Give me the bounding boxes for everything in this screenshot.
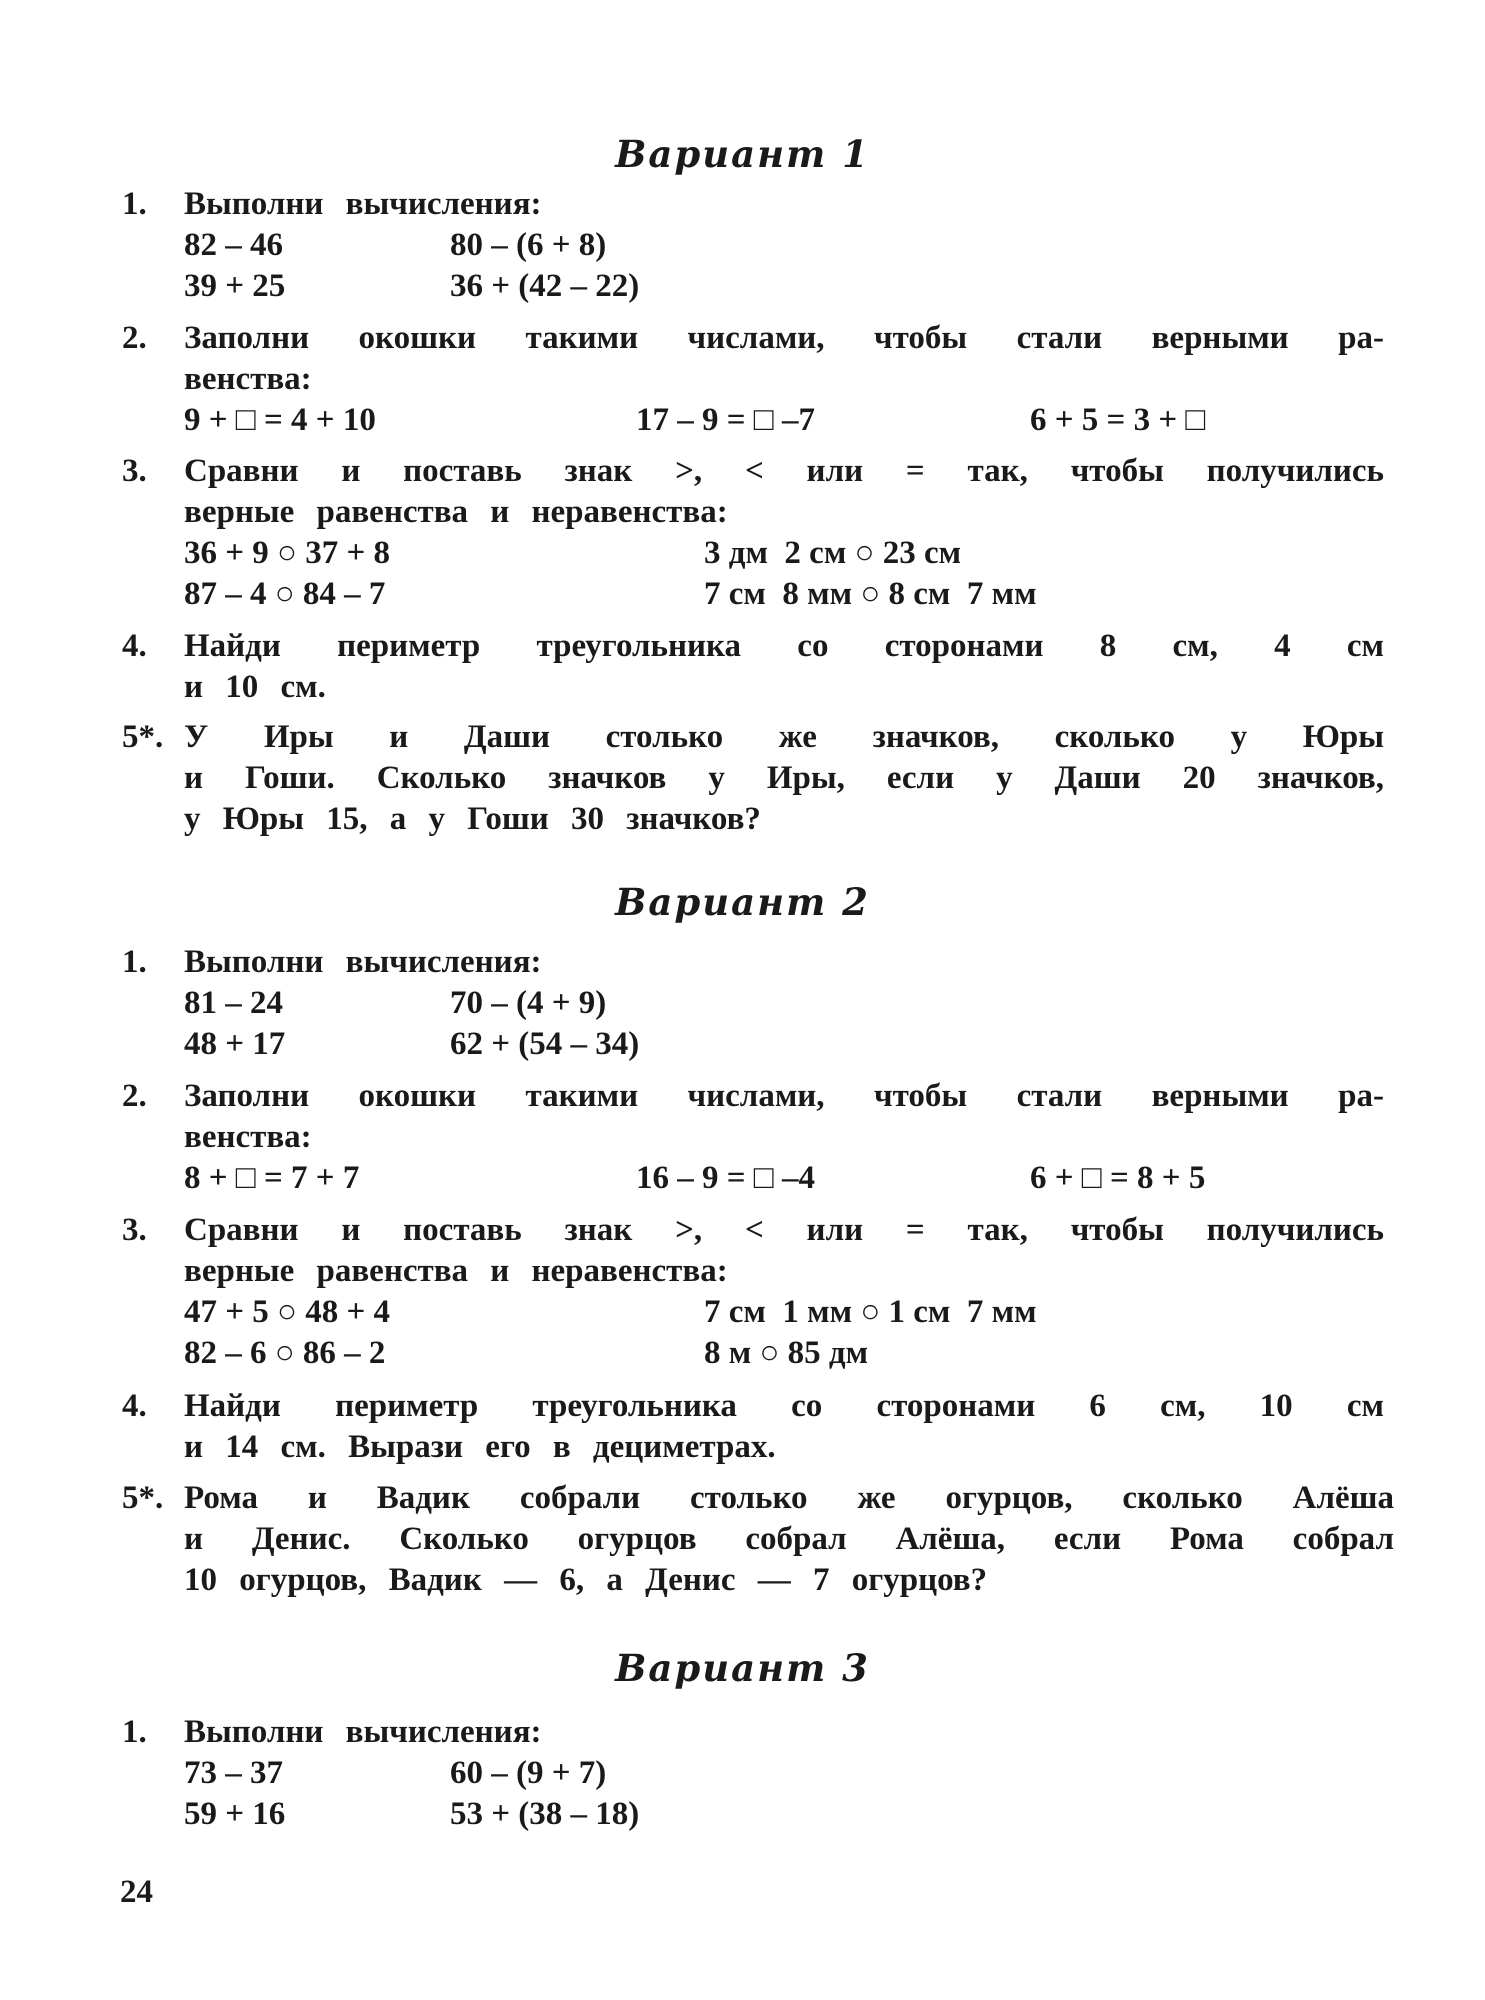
- v1-task2-number: 2.: [122, 320, 147, 356]
- v2-task5-text: и Денис. Сколько огурцов собрал Алёша, если Рома собрал: [184, 1521, 1394, 1557]
- v1-task4-text: Найди периметр треугольника со сторонами 8 см, 4 см: [184, 628, 1384, 664]
- v2-task3-text: верные равенства и неравенства:: [184, 1253, 728, 1289]
- v1-task4-text: и 10 см.: [184, 669, 326, 705]
- v3-task1-expr: 73 – 37: [184, 1755, 283, 1791]
- v2-task1-number: 1.: [122, 944, 147, 980]
- v1-task5-text: у Юры 15, а у Гоши 30 значков?: [184, 801, 761, 837]
- v1-task3-compare: 7 см 8 мм ○ 8 см 7 мм: [704, 576, 1037, 612]
- v2-task2-text: венства:: [184, 1119, 312, 1155]
- v1-task5-text: и Гоши. Сколько значков у Иры, если у Даши 20 значков,: [184, 760, 1384, 796]
- v3-task1-expr: 59 + 16: [184, 1796, 286, 1832]
- v2-task1-expr: 70 – (4 + 9): [450, 985, 607, 1021]
- v2-task2-equation: 16 – 9 = □ –4: [636, 1160, 815, 1196]
- v2-task2-number: 2.: [122, 1078, 147, 1114]
- v1-task1-expr: 82 – 46: [184, 227, 283, 263]
- v1-task1-expr: 80 – (6 + 8): [450, 227, 607, 263]
- v2-task4-number: 4.: [122, 1388, 147, 1424]
- v1-task2-equation: 6 + 5 = 3 + □: [1030, 402, 1206, 438]
- v2-task4-text: и 14 см. Вырази его в дециметрах.: [184, 1429, 776, 1465]
- variant-3-title: Вариант 3: [615, 1646, 870, 1690]
- v1-task5-number: 5*.: [122, 719, 164, 755]
- v3-task1-text: Выполни вычисления:: [184, 1714, 542, 1750]
- v2-task3-compare: 82 – 6 ○ 86 – 2: [184, 1335, 386, 1371]
- v2-task5-text: 10 огурцов, Вадик — 6, а Денис — 7 огурцов?: [184, 1562, 988, 1598]
- variant-2-title: Вариант 2: [615, 880, 870, 924]
- v1-task3-number: 3.: [122, 453, 147, 489]
- v1-task5-text: У Иры и Даши столько же значков, сколько у Юры: [184, 719, 1384, 755]
- v2-task1-expr: 81 – 24: [184, 985, 283, 1021]
- v2-task3-compare: 8 м ○ 85 дм: [704, 1335, 869, 1371]
- variant-1-title: Вариант 1: [615, 132, 870, 176]
- v3-task1-expr: 53 + (38 – 18): [450, 1796, 640, 1832]
- v2-task3-text: Сравни и поставь знак >, < или = так, чтобы получились: [184, 1212, 1384, 1248]
- v1-task1-number: 1.: [122, 186, 147, 222]
- v1-task3-compare: 87 – 4 ○ 84 – 7: [184, 576, 386, 612]
- v1-task3-compare: 3 дм 2 см ○ 23 см: [704, 535, 962, 571]
- v1-task2-equation: 9 + □ = 4 + 10: [184, 402, 376, 438]
- v2-task2-equation: 8 + □ = 7 + 7: [184, 1160, 360, 1196]
- v3-task1-expr: 60 – (9 + 7): [450, 1755, 607, 1791]
- v2-task3-compare: 47 + 5 ○ 48 + 4: [184, 1294, 391, 1330]
- v2-task3-number: 3.: [122, 1212, 147, 1248]
- v3-task1-number: 1.: [122, 1714, 147, 1750]
- v2-task1-expr: 62 + (54 – 34): [450, 1026, 640, 1062]
- v1-task1-text: Выполни вычисления:: [184, 186, 542, 222]
- v2-task2-text: Заполни окошки такими числами, чтобы стали верными ра-: [184, 1078, 1384, 1114]
- v2-task1-text: Выполни вычисления:: [184, 944, 542, 980]
- v2-task2-equation: 6 + □ = 8 + 5: [1030, 1160, 1206, 1196]
- v1-task3-compare: 36 + 9 ○ 37 + 8: [184, 535, 391, 571]
- v2-task1-expr: 48 + 17: [184, 1026, 286, 1062]
- v1-task3-text: верные равенства и неравенства:: [184, 494, 728, 530]
- v1-task2-equation: 17 – 9 = □ –7: [636, 402, 815, 438]
- v2-task4-text: Найди периметр треугольника со сторонами 6 см, 10 см: [184, 1388, 1384, 1424]
- page-number: 24: [120, 1874, 153, 1910]
- v1-task3-text: Сравни и поставь знак >, < или = так, чтобы получились: [184, 453, 1384, 489]
- v1-task2-text: Заполни окошки такими числами, чтобы стали верными ра-: [184, 320, 1384, 356]
- v1-task2-text: венства:: [184, 361, 312, 397]
- v1-task4-number: 4.: [122, 628, 147, 664]
- v2-task3-compare: 7 см 1 мм ○ 1 см 7 мм: [704, 1294, 1037, 1330]
- v1-task1-expr: 39 + 25: [184, 268, 286, 304]
- v2-task5-number: 5*.: [122, 1480, 164, 1516]
- v1-task1-expr: 36 + (42 – 22): [450, 268, 640, 304]
- v2-task5-text: Рома и Вадик собрали столько же огурцов, сколько Алёша: [184, 1480, 1394, 1516]
